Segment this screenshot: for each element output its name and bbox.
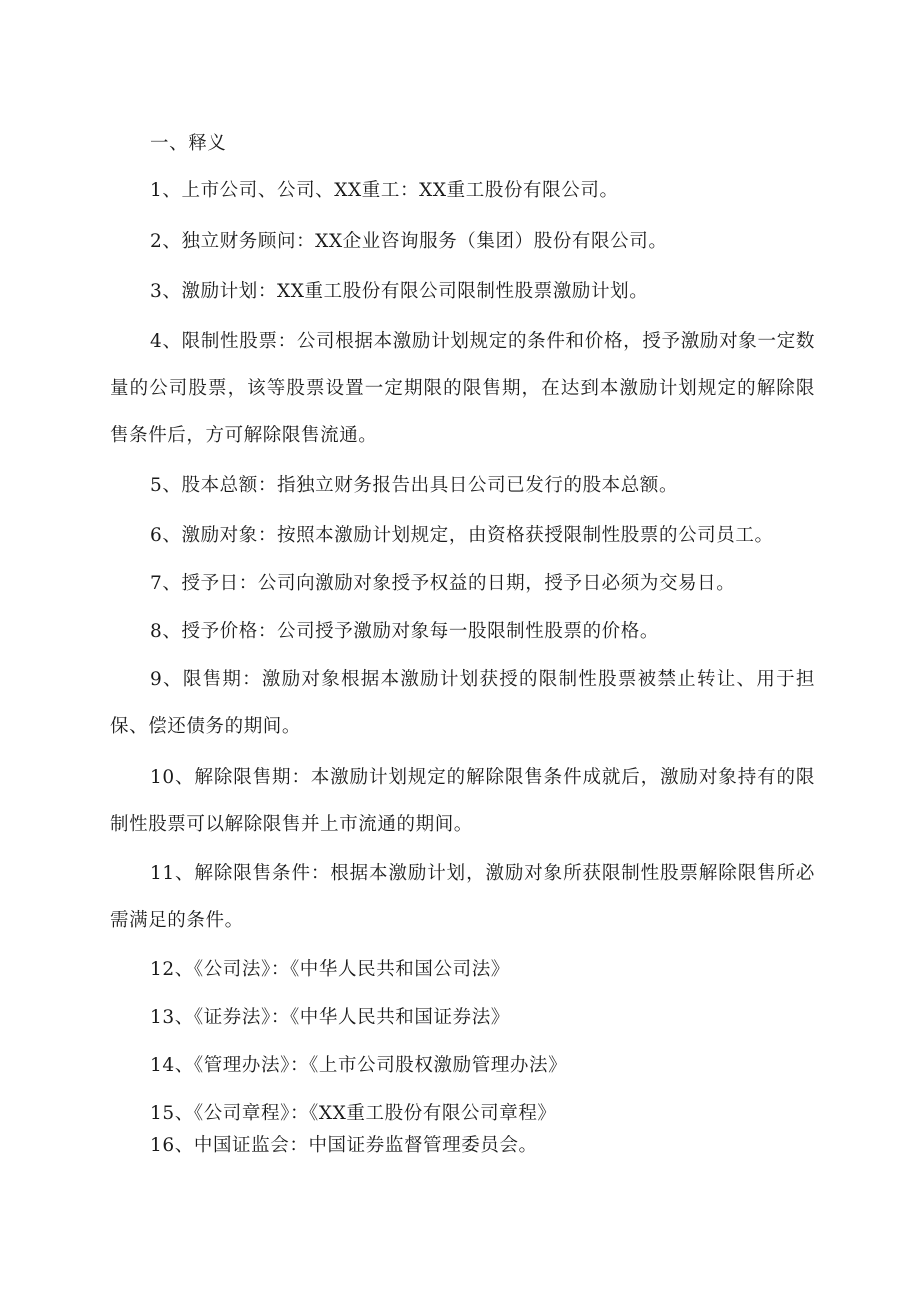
definition-item-11: 11、解除限售条件：根据本激励计划，激励对象所获限制性股票解除限售所必需满足的条件。 — [110, 863, 815, 931]
definition-item-13: 13、《证券法》：《中华人民共和国证券法》 — [150, 1007, 510, 1028]
definition-item-5: 5、股本总额：指独立财务报告出具日公司已发行的股本总额。 — [150, 475, 679, 496]
definition-item-16: 16、中国证监会：中国证券监督管理委员会。 — [150, 1135, 538, 1156]
definition-item-3: 3、激励计划：XX重工股份有限公司限制性股票激励计划。 — [150, 281, 649, 302]
section-heading: 一、释义 — [150, 133, 227, 154]
definition-item-8: 8、授予价格：公司授予激励对象每一股限制性股票的价格。 — [150, 621, 659, 642]
definition-item-4: 4、限制性股票：公司根据本激励计划规定的条件和价格，授予激励对象一定数量的公司股票，该等股票设置一定期限的限售期，在达到本激励计划规定的解除限售条件后，方可解除限售流通。 — [110, 331, 815, 446]
definition-item-12: 12、《公司法》：《中华人民共和国公司法》 — [150, 959, 510, 980]
definition-item-6: 6、激励对象：按照本激励计划规定，由资格获授限制性股票的公司员工。 — [150, 525, 774, 546]
definition-item-15: 15、《公司章程》：《XX重工股份有限公司章程》 — [150, 1103, 557, 1124]
definition-item-7: 7、授予日：公司向激励对象授予权益的日期，授予日必须为交易日。 — [150, 573, 736, 594]
definition-item-9: 9、限售期：激励对象根据本激励计划获授的限制性股票被禁止转让、用于担保、偿还债务的期间。 — [110, 669, 815, 737]
definition-item-1: 1、上市公司、公司、XX重工：XX重工股份有限公司。 — [150, 180, 619, 201]
definition-item-10: 10、解除限售期：本激励计划规定的解除限售条件成就后，激励对象持有的限制性股票可以解除限售并上市流通的期间。 — [110, 767, 815, 835]
definition-item-2: 2、独立财务顾问：XX企业咨询服务（集团）股份有限公司。 — [150, 231, 668, 252]
definition-item-14: 14、《管理办法》：《上市公司股权激励管理办法》 — [150, 1055, 568, 1076]
